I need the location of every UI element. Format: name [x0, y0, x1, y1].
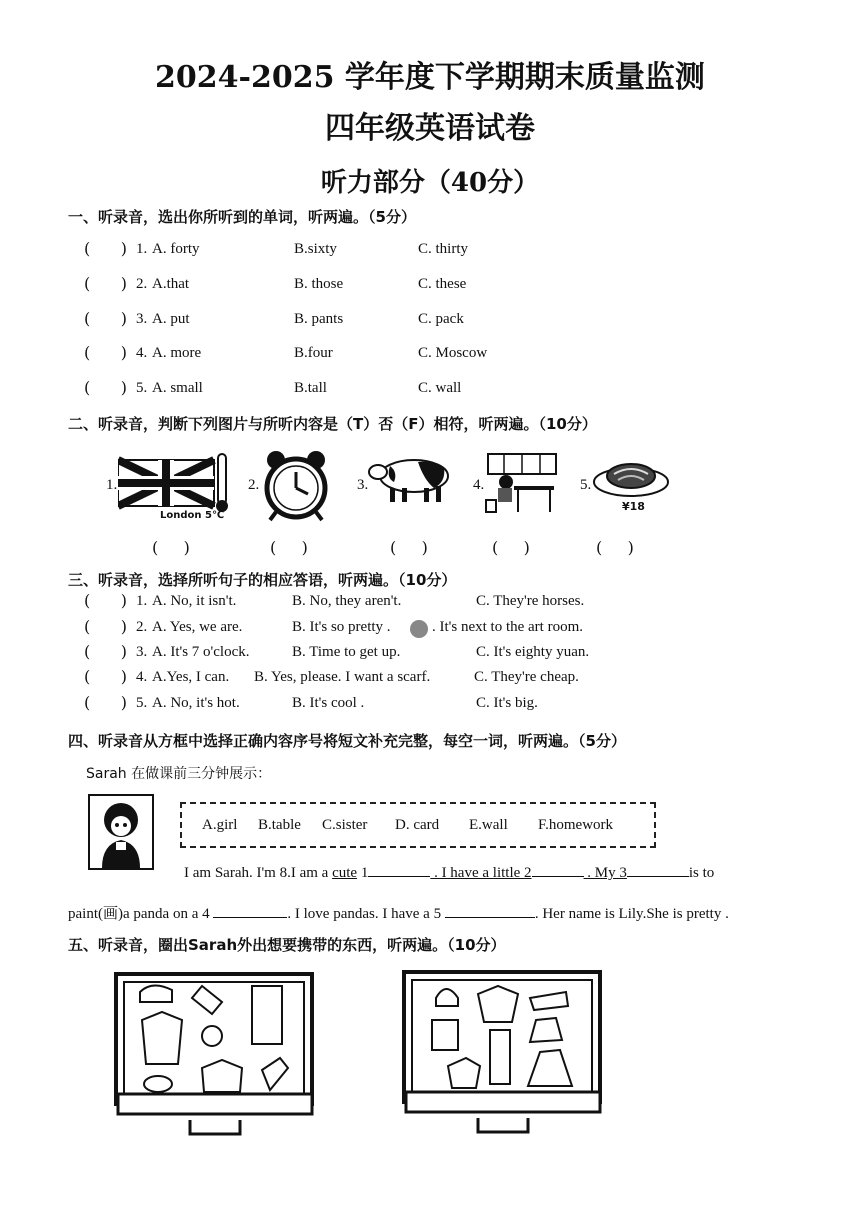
section3-heading: 三、听录音，选择所听句子的相应答语，听两遍。（10分） — [68, 571, 457, 589]
option-d: D. card — [395, 817, 440, 833]
blank-3[interactable] — [627, 862, 689, 877]
option-c-text: C. It's eighty yuan. — [476, 644, 590, 660]
option-c-text: C. They're horses. — [476, 593, 585, 609]
answer-paren-3-2[interactable]: ( ) — [84, 617, 127, 636]
flag-caption: London 5℃ — [160, 510, 225, 521]
section2-heading: 二、听录音，判断下列图片与所听内容是（T）否（F）相符，听两遍。（10分） — [68, 415, 597, 433]
option-a-text: A.that — [152, 276, 190, 292]
answer-paren-3-4[interactable]: ( ) — [84, 667, 127, 686]
blank-2[interactable] — [532, 862, 584, 877]
option-b-text: B.sixty — [294, 241, 337, 257]
cow-image — [368, 454, 454, 504]
option-c-text: C. these — [418, 276, 467, 292]
answer-paren-2-3[interactable]: ( ) — [390, 538, 428, 557]
option-b-text: B. No, they aren't. — [292, 593, 402, 609]
option-c-text: C. Moscow — [418, 345, 488, 361]
suitcase-right-image[interactable] — [400, 970, 606, 1138]
option-f: F.homework — [538, 817, 614, 833]
section4-heading: 四、听录音从方框中选择正确内容序号将短文补充完整，每空一词，听两遍。（5分） — [68, 732, 626, 750]
question-number: 4. — [136, 669, 148, 685]
girl-portrait-image — [88, 794, 154, 870]
option-a-text: A. No, it isn't. — [152, 593, 237, 609]
question-number: 2. — [136, 276, 148, 292]
option-a-text: A. small — [152, 380, 203, 396]
question-number: 5. — [136, 695, 148, 711]
blank-1[interactable] — [368, 862, 430, 877]
option-b-text: B.four — [294, 345, 333, 361]
option-a-text: A. Yes, we are. — [152, 619, 243, 635]
answer-paren-3-1[interactable]: ( ) — [84, 591, 127, 610]
option-b-text: B.tall — [294, 380, 327, 396]
section4-intro: Sarah 在做课前三分钟展示： — [86, 766, 272, 782]
option-b-text: B. It's so pretty . — [292, 619, 391, 635]
uk-flag-thermometer-image — [118, 452, 236, 514]
option-a-text: A. put — [152, 311, 190, 327]
question-number: 1. — [136, 241, 148, 257]
passage-line-2: paint(画)a panda on a 4 . I love pandas. I have a 5 . Her name is Lily.She is pretty . — [68, 902, 729, 923]
blank-5[interactable] — [445, 903, 535, 918]
pic-label-4: 4. — [473, 477, 485, 493]
option-c-text: C. They're cheap. — [474, 669, 579, 685]
pic-label-2: 2. — [248, 477, 260, 493]
classroom-image — [484, 452, 560, 516]
answer-paren-1-5[interactable]: ( ) — [84, 378, 127, 397]
option-b: B.table — [258, 817, 301, 833]
option-b-text: B. those — [294, 276, 344, 292]
question-number: 4. — [136, 345, 148, 361]
blank-4[interactable] — [213, 903, 287, 918]
answer-paren-2-2[interactable]: ( ) — [270, 538, 308, 557]
answer-paren-1-4[interactable]: ( ) — [84, 343, 127, 362]
option-a-text: A.Yes, I can. — [152, 669, 230, 685]
option-c-text: C. wall — [418, 380, 462, 396]
option-b-text: B. pants — [294, 311, 344, 327]
option-e: E.wall — [469, 817, 508, 833]
option-a-text: A. forty — [152, 241, 200, 257]
price-caption: ¥18 — [622, 500, 645, 513]
answer-paren-1-3[interactable]: ( ) — [84, 309, 127, 328]
option-a: A.girl — [202, 817, 238, 833]
option-b-text: B. Yes, please. I want a scarf. — [254, 669, 431, 685]
exam-title: 2024-2025 学年度下学期期末质量监测 — [155, 60, 705, 95]
alarm-clock-image — [262, 450, 330, 522]
option-b-text: B. Time to get up. — [292, 644, 401, 660]
answer-paren-2-1[interactable]: ( ) — [152, 538, 190, 557]
option-c-text: C. It's big. — [476, 695, 538, 711]
part-title: 听力部分（40分） — [320, 168, 540, 198]
answer-paren-1-1[interactable]: ( ) — [84, 239, 127, 258]
section5-heading: 五、听录音，圈出Sarah外出想要携带的东西，听两遍。（10分） — [68, 936, 506, 954]
word-option-box — [180, 802, 656, 848]
option-a-text: A. more — [152, 345, 202, 361]
option-a-text: A. It's 7 o'clock. — [152, 644, 250, 660]
passage-line-1: I am Sarah. I'm 8.I am a cute 1 . I have a little 2 . My 3 is to — [184, 862, 714, 882]
pic-label-1: 1. — [106, 477, 118, 493]
answer-paren-1-2[interactable]: ( ) — [84, 274, 127, 293]
answer-paren-3-5[interactable]: ( ) — [84, 693, 127, 712]
question-number: 5. — [136, 380, 148, 396]
pic-label-3: 3. — [357, 477, 369, 493]
food-plate-image — [592, 456, 670, 500]
option-c-text: C. thirty — [418, 241, 469, 257]
answer-paren-3-3[interactable]: ( ) — [84, 642, 127, 661]
option-a-text: A. No, it's hot. — [152, 695, 240, 711]
record-dot-icon — [410, 620, 428, 638]
option-c: C.sister — [322, 817, 368, 833]
suitcase-left-image[interactable] — [112, 972, 318, 1140]
option-c-text: . It's next to the art room. — [432, 619, 584, 635]
answer-paren-2-5[interactable]: ( ) — [596, 538, 634, 557]
answer-paren-2-4[interactable]: ( ) — [492, 538, 530, 557]
question-number: 3. — [136, 644, 148, 660]
pic-label-5: 5. — [580, 477, 592, 493]
option-b-text: B. It's cool . — [292, 695, 365, 711]
exam-subtitle: 四年级英语试卷 — [325, 111, 535, 146]
question-number: 2. — [136, 619, 148, 635]
question-number: 1. — [136, 593, 148, 609]
option-c-text: C. pack — [418, 311, 464, 327]
section1-heading: 一、听录音，选出你所听到的单词，听两遍。（5分） — [68, 208, 416, 226]
question-number: 3. — [136, 311, 148, 327]
